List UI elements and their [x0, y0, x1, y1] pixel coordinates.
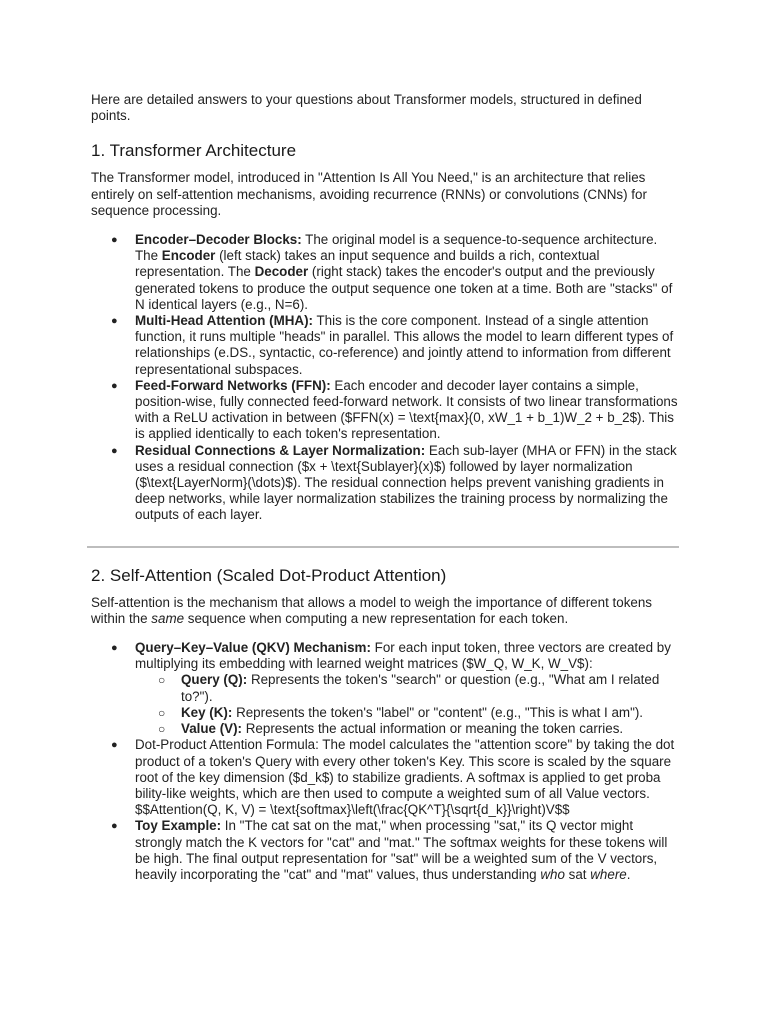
list-item-ffn: ● Feed-Forward Networks (FFN): Each encoder and decoder layer contains a simple, position-wise, fully connected feed-forward network. It consists of two linear transformations with a ReLU activation in between ($FFN(x) = \text{max}(0, xW_1 + b_1)W_2 + b_2$). This is applied identically to each token's representation. [111, 377, 678, 442]
horizontal-divider [87, 546, 679, 548]
formula-continuation: bility-like weights, which are then used to compute a weighted sum of all Value vectors. [135, 785, 650, 801]
bullet-icon: ● [111, 820, 118, 833]
sub-bullet-icon: ○ [158, 722, 166, 737]
list-item-formula [111, 737, 681, 818]
bullet-icon: ● [111, 234, 118, 247]
list-item-encoder-decoder: ● Encoder–Decoder Blocks: The original model is a sequence-to-sequence architecture. The Encoder (left stack) takes an input sequence and builds a rich, contextual representation. The Decoder (right stack) takes the encoder's output and the previously generated tokens to produce the output sequence one token at a time. Both are "stacks" of N identical layers (e.g., N=6). [111, 232, 673, 312]
bullet-icon: ● [111, 315, 118, 328]
section-1-intro: The Transformer model, introduced in "Attention Is All You Need," is an architecture that relies entirely on self-attention mechanisms, avoiding recurrence (RNNs) or convolutions (CNNs) for sequence processing. [91, 170, 647, 218]
sub-bullet-icon: ○ [158, 705, 166, 720]
item-title: Feed-Forward Networks (FFN): [135, 377, 331, 393]
bullet-icon: ● [111, 642, 118, 655]
document-page [91, 92, 681, 883]
bullet-icon: ● [111, 444, 118, 457]
sub-bullet-icon: ○ [158, 673, 166, 688]
item-title: Multi-Head Attention (MHA): [135, 313, 314, 329]
attention-formula: $$Attention(Q, K, V) = \text{softmax}\left(\frac{QK^T}{\sqrt{d_k}}\right)V$$ [135, 802, 570, 818]
list-item-qkv: ● Query–Key–Value (QKV) Mechanism: For each input token, three vectors are created by multiplying its embedding with learned weight matrices ($W_Q, W_K, W_V$): ○ Query (Q): Represents the token's "search" or question (e.g., "What am I related to?"). ○ Key (K): Represents the token's "label" or "content" (e.g., "This is what I am"). ○ Value (V): Represents the actual information or meaning the token carries. [135, 640, 681, 737]
list-item-toy-example: ● Toy Example: In "The cat sat on the mat," when processing "sat," its Q vector might strongly match the K vectors for "cat" and "mat." The softmax weights for these tokens will be high. The final output representation for "sat" will be a weighted sum of the V vectors, heavily incorporating the "cat" and "mat" values, thus understanding who sat where. [111, 818, 668, 882]
formula-text: Dot-Product Attention Formula: The model calculates the "attention score" by taking the dot product of a token's Query with every other token's Key. This score is scaled by the square root of the key dimension ($d_k$) to stabilize gradients. A softmax is applied to get proba [135, 737, 675, 785]
item-title: Encoder–Decoder Blocks: [135, 232, 302, 248]
bullet-icon: ● [111, 739, 118, 752]
intro-paragraph: Here are detailed answers to your questions about Transformer models, structured in defined points. [91, 92, 642, 124]
item-title: Toy Example: [135, 818, 222, 834]
qkv-sublist [135, 672, 681, 737]
sublist-item-value: ○ Value (V): Represents the actual information or meaning the token carries. [158, 721, 624, 737]
item-title: Query–Key–Value (QKV) Mechanism: [135, 640, 371, 656]
section-1-list [91, 232, 681, 524]
bullet-icon: ● [111, 379, 118, 392]
list-item-mha: ● Multi-Head Attention (MHA): This is the core component. Instead of a single attention function, it runs multiple "heads" in parallel. This allows the model to learn different types of relationships (e.DS., syntactic, co-reference) and jointly attend to information from different representational subspaces. [111, 313, 674, 377]
section-2-intro: Self-attention is the mechanism that allows a model to weigh the importance of different tokens within the same sequence when computing a new representation for each token. [91, 594, 652, 626]
sublist-item-key: ○ Key (K): Represents the token's "label" or "content" (e.g., "This is what I am"). [158, 704, 644, 720]
section-2-list [91, 640, 681, 883]
section-2-heading: 2. Self-Attention (Scaled Dot-Product Attention) [91, 565, 447, 585]
list-item-residual: ● Residual Connections & Layer Normalization: Each sub-layer (MHA or FFN) in the stack uses a residual connection ($x + \text{Sublayer}(x)$) followed by layer normalization ($\text{LayerNorm}(\dots)$). The residual connection helps prevent vanishing gradients in deep networks, while layer normalization stabilizes the training process by normalizing the outputs of each layer. [111, 442, 677, 523]
section-1-heading: 1. Transformer Architecture [91, 141, 297, 161]
item-title: Residual Connections & Layer Normalization: [135, 442, 426, 458]
sublist-item-query: ○ Query (Q): Represents the token's "search" or question (e.g., "What am I related to?"). [158, 672, 660, 704]
